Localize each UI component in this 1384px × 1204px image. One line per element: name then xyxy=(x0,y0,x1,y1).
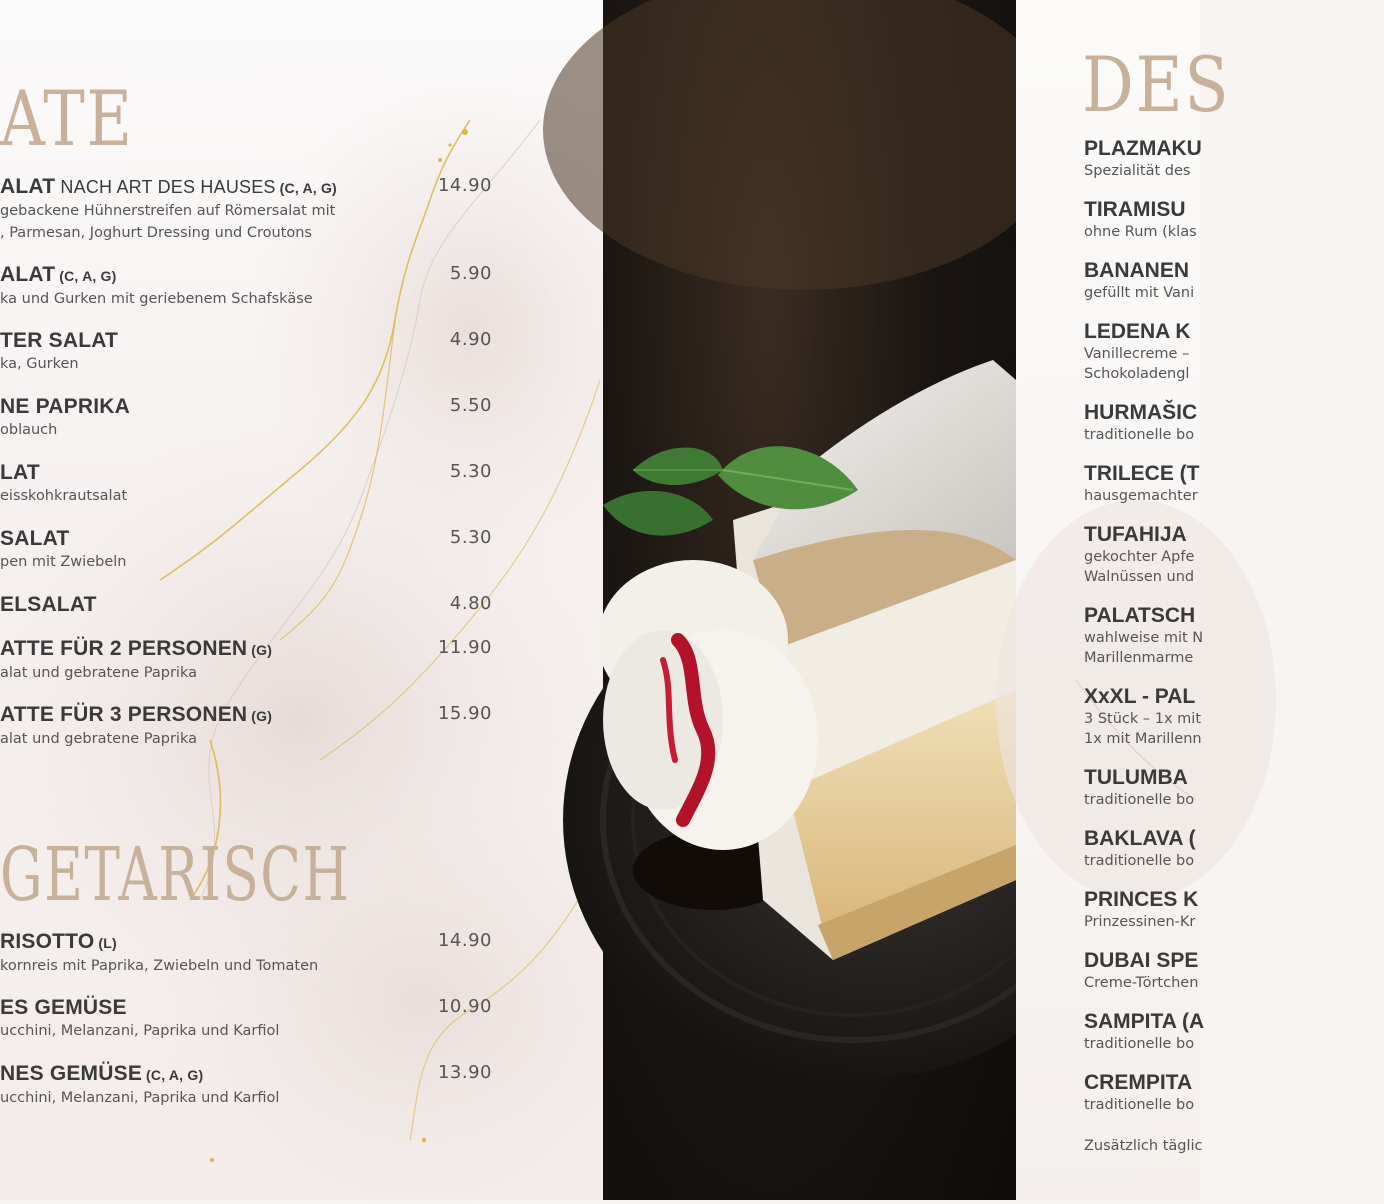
dessert-item xyxy=(1084,462,1384,506)
menu-item-title: ES GEMÜSE xyxy=(0,996,127,1019)
menu-item-allergens: (C, A, G) xyxy=(146,1067,204,1083)
menu-item-price: 4.90 xyxy=(449,329,492,350)
dessert-item-name: LEDENA K xyxy=(1084,320,1191,343)
dessert-item-description: Marillenmarme xyxy=(1084,650,1194,666)
dessert-item-name: PRINCES K xyxy=(1084,888,1199,911)
dessert-item-name: HURMAŠIC xyxy=(1084,401,1198,424)
menu-item-subtitle: NACH ART DES HAUSES xyxy=(55,177,276,197)
section-title-desserts: DES xyxy=(1082,40,1231,129)
dessert-item-name: CREMPITA xyxy=(1084,1071,1193,1094)
menu-item xyxy=(0,996,520,1042)
dessert-item-description: hausgemachter xyxy=(1084,488,1198,504)
menu-item-name xyxy=(0,461,520,485)
menu-item-title: ELSALAT xyxy=(0,593,97,616)
dessert-item xyxy=(1084,137,1384,181)
dessert-item-name: TULUMBA xyxy=(1084,766,1188,789)
dessert-item xyxy=(1084,523,1384,587)
dessert-item-description: traditionelle bo xyxy=(1084,1036,1195,1052)
menu-item-allergens: (G) xyxy=(251,708,273,724)
dessert-item-description: Spezialität des xyxy=(1084,163,1191,179)
menu-item-price: 5.30 xyxy=(449,461,492,482)
dessert-item xyxy=(1084,259,1384,303)
dessert-item xyxy=(1084,685,1384,749)
menu-item-title: SALAT xyxy=(0,527,70,550)
menu-item-description: alat und gebratene Paprika xyxy=(0,665,197,681)
menu-item xyxy=(0,329,520,375)
menu-item-description: kornreis mit Paprika, Zwiebeln und Tomaten xyxy=(0,958,319,974)
dessert-item xyxy=(1084,1010,1384,1054)
menu-item xyxy=(0,593,520,617)
menu-item-price: 15.90 xyxy=(437,703,492,724)
menu-item xyxy=(0,703,520,750)
menu-item-price: 10.90 xyxy=(437,996,492,1017)
menu-item-description: alat und gebratene Paprika xyxy=(0,731,197,747)
dessert-item-name: BAKLAVA ( xyxy=(1084,827,1196,850)
dessert-item-description: Schokoladengl xyxy=(1084,366,1190,382)
section-title-vegetarisch: GETARISCH xyxy=(0,832,351,918)
menu-item-price: 14.90 xyxy=(437,930,492,951)
dessert-item xyxy=(1084,198,1384,242)
menu-item-title: ATTE FÜR 3 PERSONEN xyxy=(0,703,248,726)
menu-item-title: ATTE FÜR 2 PERSONEN xyxy=(0,637,248,660)
dessert-item xyxy=(1084,827,1384,871)
right-menu-page xyxy=(1016,0,1231,1200)
menu-item-price: 4.80 xyxy=(449,593,492,614)
menu-item-title: ALAT xyxy=(0,175,56,198)
menu-item-price: 5.90 xyxy=(449,263,492,284)
menu-item xyxy=(0,930,520,977)
menu-item-allergens: (C, A, G) xyxy=(59,268,117,284)
dessert-item-description: 3 Stück – 1x mit xyxy=(1084,711,1202,727)
menu-item-price: 13.90 xyxy=(437,1062,492,1083)
dessert-item xyxy=(1084,604,1384,668)
menu-item-description: ucchini, Melanzani, Paprika und Karfiol xyxy=(0,1023,280,1039)
menu-item-description: gebackene Hühnerstreifen auf Römersalat mit xyxy=(0,203,336,219)
section-title-salate: ATE xyxy=(0,74,134,163)
menu-item-title: RISOTTO xyxy=(0,930,95,953)
menu-item-price: 5.30 xyxy=(449,527,492,548)
menu-item-name xyxy=(0,395,520,419)
menu-item-name xyxy=(0,263,520,288)
dessert-item-description: traditionelle bo xyxy=(1084,853,1195,869)
footer-note: Zusätzlich täglic xyxy=(1084,1138,1203,1154)
dessert-item-name: SAMPITA (A xyxy=(1084,1010,1205,1033)
dessert-item-description: ohne Rum (klas xyxy=(1084,224,1197,240)
menu-item-allergens: (G) xyxy=(251,642,273,658)
menu-item-description: , Parmesan, Joghurt Dressing und Croutons xyxy=(0,225,312,241)
dessert-item-description: traditionelle bo xyxy=(1084,427,1195,443)
dessert-item-name: TRILECE (T xyxy=(1084,462,1200,485)
dessert-item-name: TIRAMISU xyxy=(1084,198,1186,221)
menu-item-price: 14.90 xyxy=(437,175,492,196)
dessert-item-description: gekochter Apfe xyxy=(1084,549,1195,565)
menu-item-title: LAT xyxy=(0,461,40,484)
dessert-item-name: DUBAI SPE xyxy=(1084,949,1199,972)
dessert-item xyxy=(1084,949,1384,993)
dessert-item-description: Walnüssen und xyxy=(1084,569,1195,585)
dessert-photo xyxy=(603,0,1016,1200)
dessert-item-name: PLAZMAKU xyxy=(1084,137,1202,160)
dessert-item-description: wahlweise mit N xyxy=(1084,630,1204,646)
dessert-item xyxy=(1084,766,1384,810)
dessert-item-description: Vanillecreme – xyxy=(1084,346,1190,362)
menu-item-name xyxy=(0,593,520,617)
dessert-item-description: traditionelle bo xyxy=(1084,1097,1195,1113)
dessert-item-name: BANANEN xyxy=(1084,259,1189,282)
dessert-item xyxy=(1084,888,1384,932)
menu-item xyxy=(0,637,520,684)
menu-item-name xyxy=(0,527,520,551)
menu-item-description: oblauch xyxy=(0,422,58,438)
menu-item-allergens: (C, A, G) xyxy=(279,180,337,196)
dessert-item-description: gefüllt mit Vani xyxy=(1084,285,1195,301)
menu-item-price: 11.90 xyxy=(437,637,492,658)
menu-item-title: TER SALAT xyxy=(0,329,119,352)
dessert-item xyxy=(1084,1071,1384,1115)
menu-item-description: eisskohkrautsalat xyxy=(0,488,128,504)
dessert-item xyxy=(1084,320,1384,384)
menu-item-title: NES GEMÜSE xyxy=(0,1062,143,1085)
dessert-item-description: 1x mit Marillenn xyxy=(1084,731,1202,747)
dessert-item-name: PALATSCH xyxy=(1084,604,1196,627)
dessert-item-name: XxXL - PAL xyxy=(1084,685,1196,708)
menu-item-allergens: (L) xyxy=(98,935,117,951)
dessert-item-description: traditionelle bo xyxy=(1084,792,1195,808)
menu-item-price: 5.50 xyxy=(449,395,492,416)
menu-item xyxy=(0,395,520,441)
dessert-item-description: Creme-Törtchen xyxy=(1084,975,1199,991)
left-menu-page xyxy=(0,0,603,1200)
dessert-item xyxy=(1084,401,1384,445)
menu-item-description: ka und Gurken mit geriebenem Schafskäse xyxy=(0,291,313,307)
dessert-item-name: TUFAHIJA xyxy=(1084,523,1187,546)
menu-item-description: ucchini, Melanzani, Paprika und Karfiol xyxy=(0,1090,280,1106)
menu-item-title: NE PAPRIKA xyxy=(0,395,130,418)
menu-item xyxy=(0,461,520,507)
cake-illustration xyxy=(603,0,1016,1200)
menu-item-description: ka, Gurken xyxy=(0,356,79,372)
menu-item xyxy=(0,175,520,244)
menu-item xyxy=(0,1062,520,1109)
menu-item-title: ALAT xyxy=(0,263,56,286)
dessert-item-description: Prinzessinen-Kr xyxy=(1084,914,1196,930)
menu-item xyxy=(0,527,520,573)
menu-item xyxy=(0,263,520,310)
menu-item-description: pen mit Zwiebeln xyxy=(0,554,127,570)
menu-item-name xyxy=(0,329,520,353)
